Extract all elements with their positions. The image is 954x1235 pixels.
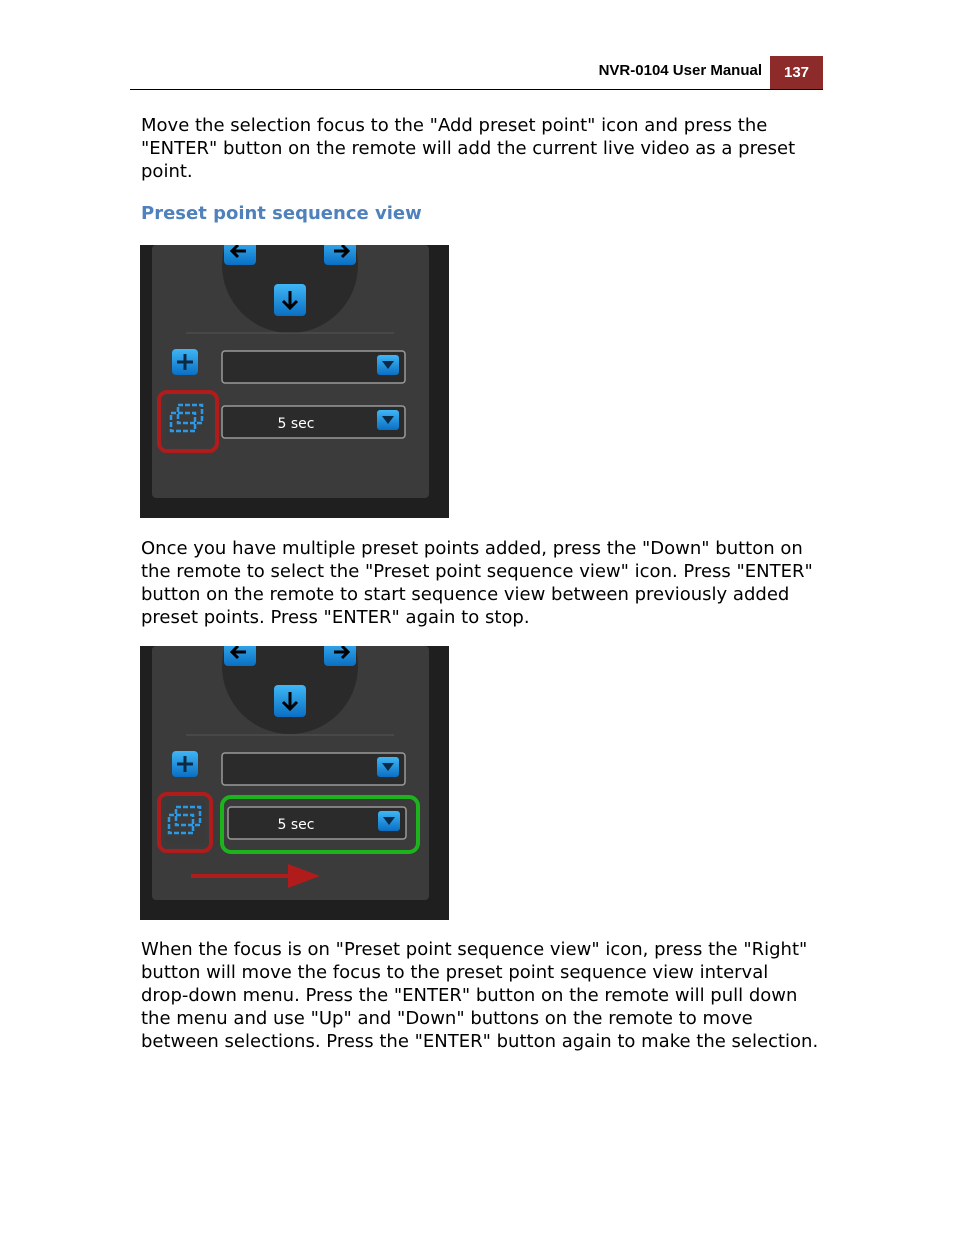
page-number-badge: 137: [770, 56, 823, 90]
interval-dropdown[interactable]: [222, 406, 405, 438]
arrow-left-icon[interactable]: [224, 646, 256, 666]
header-title: NVR-0104 User Manual: [598, 62, 762, 79]
preset-dropdown[interactable]: [222, 351, 405, 383]
preset-dropdown[interactable]: [222, 753, 405, 785]
arrow-left-icon[interactable]: [224, 245, 256, 265]
arrow-right-icon[interactable]: [324, 245, 356, 265]
add-preset-icon[interactable]: [172, 751, 198, 777]
sequence-view-icon[interactable]: [167, 399, 209, 441]
screenshot-preset-controls-1: [140, 245, 449, 518]
screenshot-preset-controls-2: [140, 646, 449, 920]
interval-value: 5 sec: [277, 817, 315, 833]
interval-value: 5 sec: [277, 416, 315, 432]
sequence-view-icon[interactable]: [165, 801, 205, 843]
arrow-down-icon[interactable]: [274, 685, 306, 717]
section-heading: Preset point sequence view: [141, 203, 422, 224]
arrow-right-icon[interactable]: [324, 646, 356, 666]
paragraph-add-preset: Move the selection focus to the "Add preset point" icon and press the "ENTER" button on the remote will add the current live video as a preset point.: [141, 115, 796, 182]
paragraph-interval-dropdown: When the focus is on "Preset point sequence view" icon, press the "Right" button will move the focus to the preset point sequence view interval drop-down menu. Press the "ENTER" button on the remote will pull down the menu and use "Up" and "Down" buttons on the remote to move between selections. Press the "ENTER" button again to make the selection.: [141, 939, 819, 1052]
interval-dropdown[interactable]: [228, 807, 406, 839]
paragraph-sequence-start: Once you have multiple preset points added, press the "Down" button on the remote to select the "Preset point sequence view" icon. Press "ENTER" button on the remote to start sequence view between previously added preset points. Press "ENTER" again to stop.: [141, 538, 813, 628]
arrow-down-icon[interactable]: [274, 284, 306, 316]
header-divider: [130, 89, 823, 90]
add-preset-icon[interactable]: [172, 349, 198, 375]
